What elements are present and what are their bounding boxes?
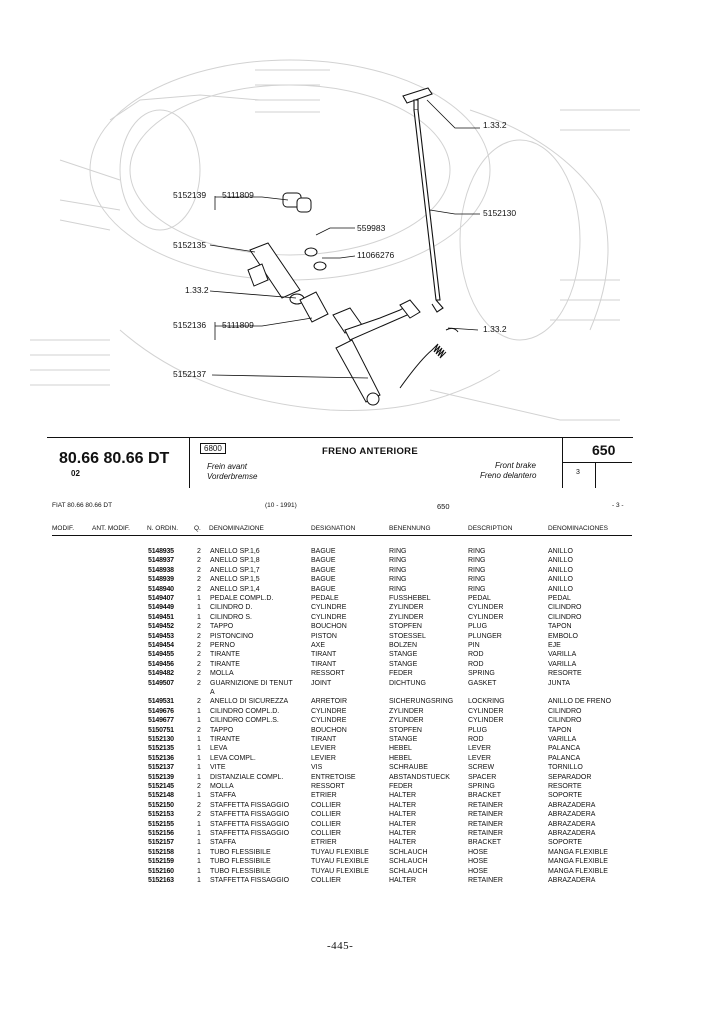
name-spanish: SOPORTE — [548, 839, 583, 847]
part-number: 5149452 — [148, 623, 174, 631]
name-spanish: PALANCA — [548, 745, 581, 753]
header-model: FIAT 80.66 80.66 DT — [52, 502, 113, 509]
name-italian: ANELLO SP.1,6 — [210, 548, 260, 555]
name-german: BOLZEN — [389, 642, 418, 649]
quantity: 1 — [197, 764, 201, 772]
name-french: CYLINDRE — [311, 707, 347, 715]
callout-label: 1.33.2 — [483, 324, 507, 334]
quantity: 1 — [197, 848, 201, 856]
quantity: 2 — [197, 632, 201, 640]
name-english: BRACKET — [468, 792, 502, 800]
part-number: 5149482 — [148, 670, 174, 678]
col-designation: DESIGNATION — [311, 525, 356, 532]
name-english: SPACER — [468, 773, 497, 781]
name-french: BOUCHON — [311, 726, 347, 734]
part-number: 5149677 — [148, 717, 174, 725]
col-n-ordin: N. ORDIN. — [147, 525, 179, 532]
name-german: STANGE — [389, 651, 418, 659]
name-german: RING — [389, 557, 407, 565]
col-benennung: BENENNUNG — [389, 525, 431, 532]
quantity: 1 — [197, 717, 201, 725]
name-italian: STAFFA — [210, 839, 236, 847]
part-number: 5149456 — [148, 660, 174, 668]
group-code-box: 6800 — [200, 443, 226, 454]
model-title: 80.66 80.66 DT — [59, 450, 170, 467]
name-german: HEBEL — [389, 745, 412, 753]
group-number: 650 — [592, 442, 616, 458]
name-italian: STAFFETTA FISSAGGIO — [210, 801, 290, 809]
name-english: RETAINER — [468, 877, 503, 884]
name-french: RESSORT — [311, 783, 345, 790]
name-french: ETRIER — [311, 839, 337, 847]
name-german: FEDER — [389, 783, 413, 790]
name-italian: MOLLA — [210, 670, 234, 678]
name-italian: TIRANTE — [210, 736, 240, 743]
name-spanish: EMBOLO — [548, 632, 578, 640]
name-spanish: VARILLA — [548, 660, 577, 668]
name-italian: TUBO FLESSIBILE — [210, 867, 271, 875]
name-french: PEDALE — [311, 595, 339, 602]
name-german: ZYLINDER — [389, 604, 424, 612]
name-spanish: ABRAZADERA — [548, 811, 596, 819]
name-spanish: TAPON — [548, 726, 572, 734]
quantity: 2 — [197, 651, 201, 659]
name-spanish: TAPON — [548, 623, 572, 631]
name-german: HALTER — [389, 877, 417, 884]
name-english: RING — [468, 566, 486, 574]
part-number: 5149531 — [148, 698, 174, 706]
name-italian: ANELLO SP.1,4 — [210, 585, 260, 593]
name-german: FUSSHEBEL — [389, 595, 431, 602]
col-modif: MODIF. — [52, 525, 75, 532]
name-italian: STAFFA — [210, 792, 236, 800]
part-number: 5152135 — [148, 745, 174, 753]
part-number: 5149453 — [148, 632, 174, 640]
header-page: - 3 - — [612, 502, 624, 509]
part-number: 5152159 — [148, 858, 174, 866]
title-block — [47, 437, 633, 488]
callout-label: 11066276 — [357, 250, 395, 260]
exploded-parts-diagram — [0, 0, 710, 440]
name-english: RETAINER — [468, 820, 503, 828]
name-german: ZYLINDER — [389, 613, 424, 621]
name-french: TIRANT — [311, 736, 337, 743]
quantity: 2 — [197, 642, 201, 649]
name-french: LEVIER — [311, 754, 336, 762]
quantity: 1 — [197, 839, 201, 847]
name-spanish: CILINDRO — [548, 707, 582, 715]
name-french: COLLIER — [311, 830, 341, 837]
name-english: SPRING — [468, 783, 495, 790]
name-italian: PISTONCINO — [210, 632, 254, 640]
name-german: SCHRAUBE — [389, 764, 428, 772]
name-english: HOSE — [468, 848, 488, 856]
divider — [562, 462, 632, 463]
name-french: ENTRETOISE — [311, 773, 356, 781]
name-english: PEDAL — [468, 595, 491, 602]
divider — [189, 438, 190, 488]
name-german: STANGE — [389, 736, 418, 743]
callout-label: 5152135 — [173, 240, 207, 250]
name-spanish: ABRAZADERA — [548, 877, 596, 884]
name-spanish: RESORTE — [548, 783, 582, 790]
name-italian: STAFFETTA FISSAGGIO — [210, 830, 290, 837]
name-italian: VITE — [210, 764, 226, 772]
name-english: RING — [468, 557, 486, 565]
name-french: TIRANT — [311, 660, 337, 668]
name-german: ZYLINDER — [389, 707, 424, 715]
name-italian: ANELLO SP.1,5 — [210, 576, 260, 584]
part-number: 5152158 — [148, 848, 174, 856]
name-spanish: MANGA FLEXIBLE — [548, 867, 608, 875]
name-english: ROD — [468, 651, 484, 659]
quantity: 1 — [197, 707, 201, 715]
name-german: HALTER — [389, 830, 417, 837]
part-number: 5152153 — [148, 811, 174, 819]
name-italian: CILINDRO COMPL.D. — [210, 707, 280, 715]
name-english: HOSE — [468, 867, 488, 875]
diagram-drawing — [0, 0, 710, 440]
name-english: CYLINDER — [468, 707, 504, 715]
name-english: GASKET — [468, 679, 497, 687]
divider — [595, 462, 596, 488]
name-french: JOINT — [311, 679, 332, 687]
name-italian: STAFFETTA FISSAGGIO — [210, 877, 290, 884]
name-german: SCHLAUCH — [389, 848, 428, 856]
name-italian: STAFFETTA FISSAGGIO — [210, 811, 290, 819]
part-number: 5152157 — [148, 839, 174, 847]
part-number: 5150751 — [148, 726, 174, 734]
callout-label: 5152137 — [173, 369, 207, 379]
part-number: 5149454 — [148, 642, 174, 649]
name-french: RESSORT — [311, 670, 345, 678]
quantity: 2 — [197, 623, 201, 631]
background-housing-ghost — [30, 60, 640, 420]
name-italian: TIRANTE — [210, 651, 240, 659]
part-number: 5152136 — [148, 754, 174, 762]
part-number: 5149407 — [148, 595, 174, 602]
callout-label: 5152139 — [173, 190, 207, 200]
name-spanish: SOPORTE — [548, 792, 583, 800]
name-spanish: ANILLO DE FRENO — [548, 698, 612, 706]
part-number: 5148939 — [148, 576, 174, 584]
name-german: HALTER — [389, 820, 417, 828]
name-french: COLLIER — [311, 801, 341, 809]
name-french: PISTON — [311, 632, 337, 640]
name-english: RING — [468, 585, 486, 593]
name-spanish: ANILLO — [548, 548, 573, 555]
name-spanish: MANGA FLEXIBLE — [548, 848, 608, 856]
name-english: ROD — [468, 736, 484, 743]
quantity: 2 — [197, 660, 201, 668]
callout-label: 559983 — [357, 223, 386, 233]
name-english: PLUNGER — [468, 632, 502, 640]
name-english: BRACKET — [468, 839, 502, 847]
name-french: BAGUE — [311, 585, 336, 593]
name-italian: ANELLO SP.1,7 — [210, 566, 260, 574]
section-title-german: Vorderbremse — [207, 472, 258, 481]
quantity: 1 — [197, 830, 201, 837]
quantity: 2 — [197, 801, 201, 809]
name-english: CYLINDER — [468, 717, 504, 725]
brake-rod-drawing — [403, 88, 443, 312]
name-italian: PERNO — [210, 642, 235, 649]
name-italian: CILINDRO COMPL.S. — [210, 717, 279, 725]
col-denominaciones: DENOMINACIONES — [548, 525, 608, 532]
name-french: CYLINDRE — [311, 613, 347, 621]
name-german: ABSTANDSTUECK — [389, 773, 450, 781]
name-english: PLUG — [468, 623, 488, 631]
name-french: ETRIER — [311, 792, 337, 800]
spring-drawing — [400, 328, 458, 388]
name-italian: PEDALE COMPL.D. — [210, 595, 274, 602]
name-french: BAGUE — [311, 557, 336, 565]
group-sub-number: 3 — [576, 469, 580, 476]
name-spanish: ABRAZADERA — [548, 830, 596, 837]
name-italian: TIRANTE — [210, 660, 240, 668]
part-number: 5149507 — [148, 679, 174, 687]
quantity: 2 — [197, 679, 201, 687]
part-number: 5152145 — [148, 783, 174, 790]
part-number: 5148940 — [148, 585, 174, 593]
quantity: 1 — [197, 754, 201, 762]
quantity: 2 — [197, 576, 201, 584]
quantity: 1 — [197, 745, 201, 753]
name-german: HALTER — [389, 792, 417, 800]
name-spanish: ANILLO — [548, 585, 573, 593]
name-german: STOPFEN — [389, 623, 422, 631]
name-french: BAGUE — [311, 576, 336, 584]
callout-label: 1.33.2 — [483, 120, 507, 130]
name-english: SPRING — [468, 670, 495, 678]
quantity: 1 — [197, 867, 201, 875]
quantity: 1 — [197, 736, 201, 743]
name-english: RETAINER — [468, 830, 503, 837]
name-french: TIRANT — [311, 651, 337, 659]
name-french: COLLIER — [311, 811, 341, 819]
name-spanish: ANILLO — [548, 557, 573, 565]
name-french: COLLIER — [311, 820, 341, 828]
part-number: 5152139 — [148, 773, 174, 781]
name-italian: DISTANZIALE COMPL. — [210, 773, 284, 781]
name-spanish: RESORTE — [548, 670, 582, 678]
name-spanish: ABRAZADERA — [548, 801, 596, 809]
name-italian: LEVA COMPL. — [210, 754, 256, 762]
callout-label: 1.33.2 — [185, 285, 209, 295]
name-german: ZYLINDER — [389, 717, 424, 725]
name-spanish: EJE — [548, 642, 561, 649]
quantity: 2 — [197, 557, 201, 565]
name-spanish: ABRAZADERA — [548, 820, 596, 828]
col-q: Q. — [194, 525, 201, 532]
name-italian: GUARNIZIONE DI TENUT — [210, 679, 293, 687]
name-spanish: JUNTA — [548, 679, 571, 687]
quantity: 1 — [197, 820, 201, 828]
quantity: 2 — [197, 548, 201, 555]
quantity: 2 — [197, 698, 201, 706]
name-french: TUYAU FLEXIBLE — [311, 848, 369, 856]
col-description: DESCRIPTION — [468, 525, 513, 532]
leader-lines — [210, 100, 480, 378]
quantity: 1 — [197, 604, 201, 612]
header-group: 650 — [437, 502, 450, 511]
name-italian: CILINDRO S. — [210, 613, 253, 621]
name-german: RING — [389, 566, 407, 574]
name-italian: TUBO FLESSIBILE — [210, 848, 271, 856]
name-german: SCHLAUCH — [389, 858, 428, 866]
name-french: BAGUE — [311, 548, 336, 555]
part-number: 5149449 — [148, 604, 174, 612]
name-italian: ANELLO DI SICUREZZA — [210, 698, 289, 706]
name-german: DICHTUNG — [389, 679, 426, 687]
quantity: 2 — [197, 811, 201, 819]
part-number: 5149451 — [148, 613, 174, 621]
name-english: SCREW — [468, 764, 495, 772]
quantity: 2 — [197, 566, 201, 574]
name-spanish: VARILLA — [548, 736, 577, 743]
part-number: 5148935 — [148, 548, 174, 555]
name-english: RETAINER — [468, 811, 503, 819]
name-german: FEDER — [389, 670, 413, 678]
name-italian: LEVA — [210, 745, 228, 753]
name-italian: TAPPO — [210, 623, 234, 631]
divider — [562, 438, 563, 488]
name-french: BOUCHON — [311, 623, 347, 631]
name-italian: MOLLA — [210, 783, 234, 790]
name-italian: TUBO FLESSIBILE — [210, 858, 271, 866]
name-italian: TAPPO — [210, 726, 234, 734]
name-german: RING — [389, 576, 407, 584]
quantity: 2 — [197, 670, 201, 678]
name-french: CYLINDRE — [311, 604, 347, 612]
name-french: TUYAU FLEXIBLE — [311, 858, 369, 866]
part-number: 5148938 — [148, 566, 174, 574]
name-english: RETAINER — [468, 801, 503, 809]
part-number: 5152156 — [148, 830, 174, 837]
name-german: SCHLAUCH — [389, 867, 428, 875]
quantity: 1 — [197, 858, 201, 866]
lever-assembly-drawing — [248, 193, 420, 405]
name-german: HEBEL — [389, 754, 412, 762]
callout-label: 5152136 — [173, 320, 207, 330]
quantity: 1 — [197, 792, 201, 800]
part-number: 5152150 — [148, 801, 174, 809]
name-french: TUYAU FLEXIBLE — [311, 867, 369, 875]
name-french: LEVIER — [311, 745, 336, 753]
name-italian: A — [210, 689, 215, 696]
name-german: STANGE — [389, 660, 418, 668]
name-german: SICHERUNGSRING — [389, 698, 454, 706]
name-french: CYLINDRE — [311, 717, 347, 725]
name-english: LEVER — [468, 745, 491, 753]
name-italian: STAFFETTA FISSAGGIO — [210, 820, 290, 828]
name-french: VIS — [311, 764, 323, 772]
quantity: 2 — [197, 783, 201, 790]
part-number: 5152163 — [148, 877, 174, 884]
name-french: COLLIER — [311, 877, 341, 884]
section-title-spanish: Freno delantero — [480, 471, 537, 480]
name-english: LOCKRING — [468, 698, 505, 706]
section-title-french: Frein avant — [207, 462, 248, 471]
part-number: 5149676 — [148, 707, 174, 715]
quantity: 2 — [197, 726, 201, 734]
col-denominazione: DENOMINAZIONE — [209, 525, 264, 532]
name-french: BAGUE — [311, 566, 336, 574]
name-french: ARRETOIR — [311, 698, 348, 706]
name-spanish: PEDAL — [548, 595, 571, 602]
part-number: 5152155 — [148, 820, 174, 828]
part-number: 5152137 — [148, 764, 174, 772]
quantity: 1 — [197, 613, 201, 621]
name-english: ROD — [468, 660, 484, 668]
name-spanish: VARILLA — [548, 651, 577, 659]
name-english: PIN — [468, 642, 480, 649]
name-spanish: SEPARADOR — [548, 773, 592, 781]
name-german: RING — [389, 585, 407, 593]
name-english: CYLINDER — [468, 613, 504, 621]
name-spanish: ANILLO — [548, 576, 573, 584]
col-ant-modif: ANT. MODIF. — [92, 525, 130, 532]
callout-label: 5111809 — [222, 190, 254, 200]
name-spanish: ANILLO — [548, 566, 573, 574]
name-german: RING — [389, 548, 407, 555]
name-german: STOESSEL — [389, 632, 426, 640]
name-spanish: CILINDRO — [548, 604, 582, 612]
header-period: (10 - 1991) — [265, 502, 297, 509]
page-number: -445- — [327, 940, 354, 952]
part-number: 5152130 — [148, 736, 174, 743]
name-spanish: TORNILLO — [548, 764, 583, 772]
name-spanish: PALANCA — [548, 754, 581, 762]
name-english: HOSE — [468, 858, 488, 866]
callout-label: 5152130 — [483, 208, 517, 218]
part-number: 5152148 — [148, 792, 174, 800]
part-number: 5149455 — [148, 651, 174, 659]
name-german: HALTER — [389, 801, 417, 809]
name-german: STOPFEN — [389, 726, 422, 734]
section-title-italian: FRENO ANTERIORE — [322, 446, 418, 457]
callout-label: 5111809 — [222, 320, 254, 330]
name-spanish: CILINDRO — [548, 717, 582, 725]
header-rule — [52, 535, 632, 536]
name-english: RING — [468, 548, 486, 555]
name-german: HALTER — [389, 811, 417, 819]
name-italian: ANELLO SP.1,8 — [210, 557, 260, 565]
name-english: CYLINDER — [468, 604, 504, 612]
name-english: LEVER — [468, 754, 491, 762]
name-english: RING — [468, 576, 486, 584]
model-subtitle: 02 — [71, 469, 80, 478]
quantity: 2 — [197, 585, 201, 593]
name-spanish: CILINDRO — [548, 613, 582, 621]
part-number: 5148937 — [148, 557, 174, 565]
name-french: AXE — [311, 642, 326, 649]
section-title-english: Front brake — [495, 461, 536, 470]
quantity: 1 — [197, 877, 201, 884]
name-german: HALTER — [389, 839, 417, 847]
name-spanish: MANGA FLEXIBLE — [548, 858, 608, 866]
name-italian: CILINDRO D. — [210, 604, 253, 612]
quantity: 1 — [197, 773, 201, 781]
quantity: 1 — [197, 595, 201, 602]
part-number: 5152160 — [148, 867, 174, 875]
name-english: PLUG — [468, 726, 488, 734]
